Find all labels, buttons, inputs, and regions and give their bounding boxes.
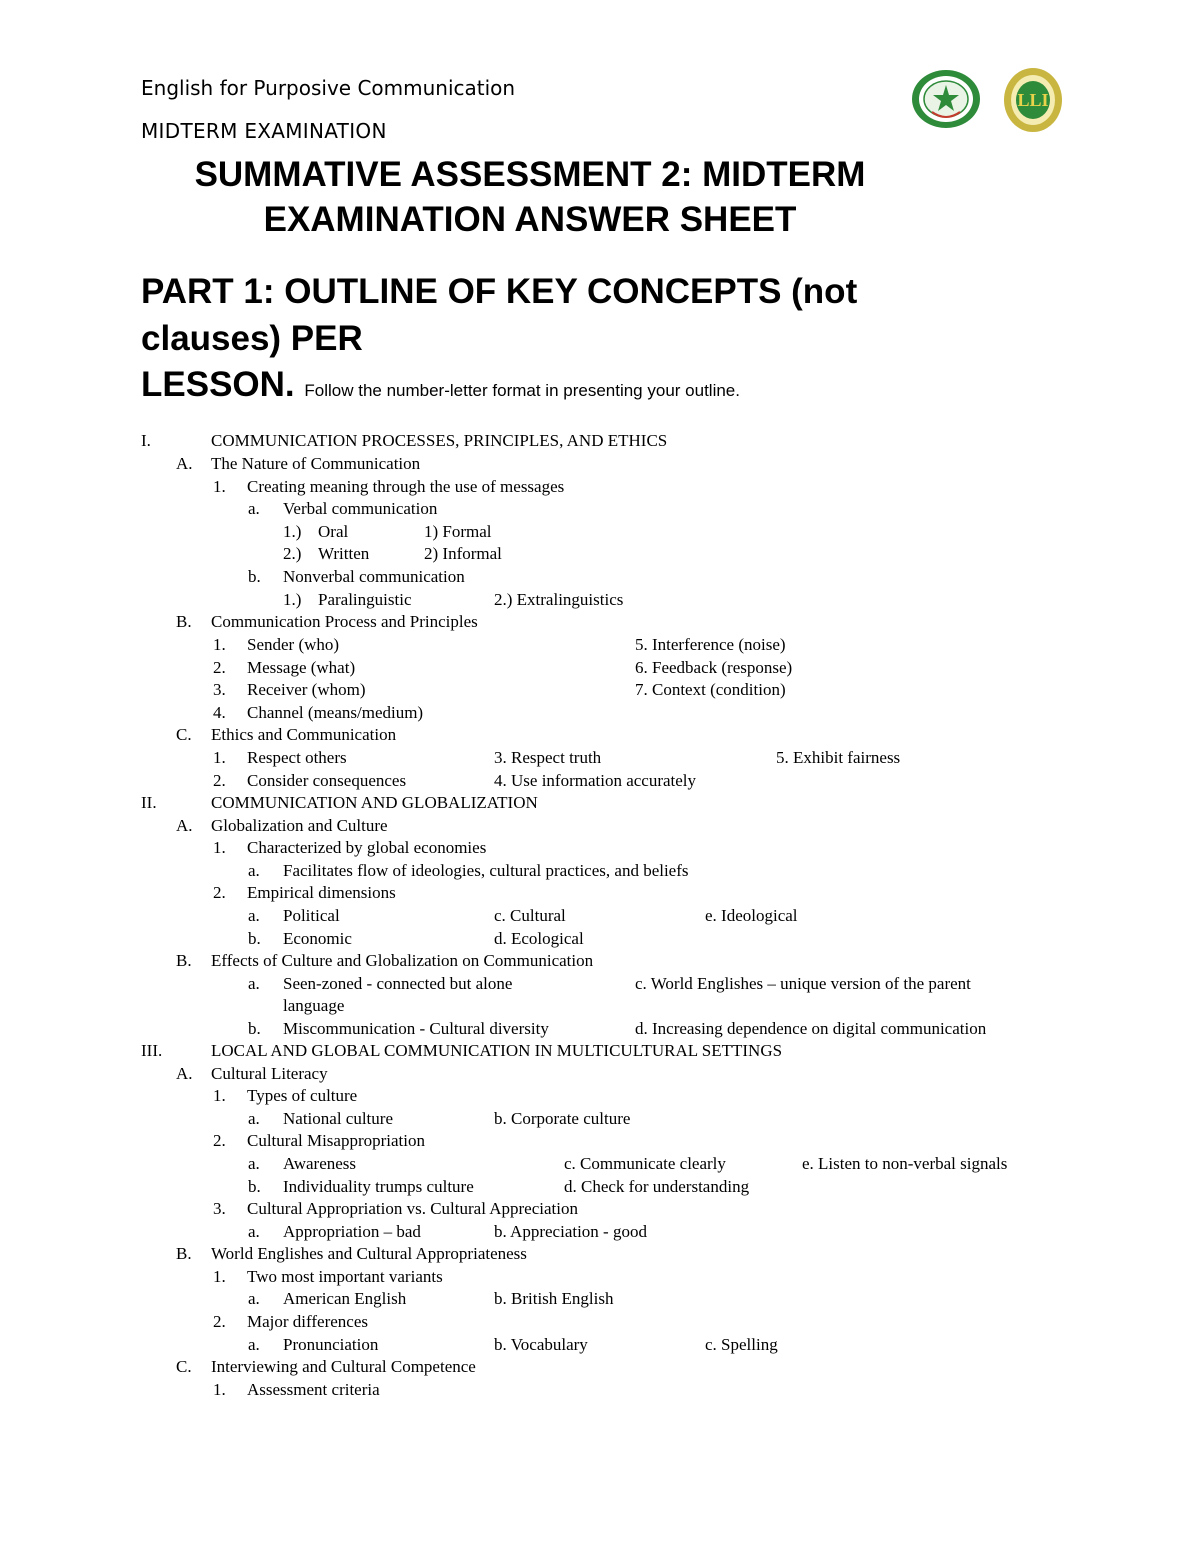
- outline-letter: B.: [176, 612, 192, 631]
- outline-item: Political: [283, 906, 340, 925]
- outline-item: d. Increasing dependence on digital communication: [635, 1019, 987, 1038]
- outline-item: Miscommunication - Cultural diversity: [283, 1019, 549, 1038]
- outline-number: a.: [248, 1335, 260, 1354]
- outline-number: 1.: [213, 635, 226, 654]
- outline-item: Verbal communication: [283, 499, 438, 518]
- outline-item: b. British English: [494, 1289, 614, 1308]
- outline-item: Major differences: [247, 1312, 368, 1331]
- department-seal-logo: [1002, 66, 1064, 134]
- assessment-title-line-2: EXAMINATION ANSWER SHEET: [263, 200, 797, 239]
- outline-number: 1.: [213, 1086, 226, 1105]
- outline-number: 1.: [213, 838, 226, 857]
- outline-letter: A.: [176, 816, 193, 835]
- outline-number: 1.): [283, 522, 302, 541]
- outline-number: 2.: [213, 658, 226, 677]
- outline-item: d. Check for understanding: [564, 1177, 750, 1196]
- outline-item: c. World Englishes – unique version of the parent: [635, 974, 971, 993]
- outline-item: Economic: [283, 929, 352, 948]
- outline-item: b. Corporate culture: [494, 1109, 631, 1128]
- outline-subheading: Cultural Literacy: [211, 1064, 328, 1083]
- outline-item: 6. Feedback (response): [635, 658, 793, 677]
- outline-item: c. Cultural: [494, 906, 566, 925]
- outline-number: 1.: [213, 748, 226, 767]
- outline-item: Types of culture: [247, 1086, 358, 1105]
- outline-item: American English: [283, 1289, 407, 1308]
- outline-number: a.: [248, 906, 260, 925]
- outline-subheading: Ethics and Communication: [211, 725, 397, 744]
- outline-number: a.: [248, 861, 260, 880]
- outline-item: b. Appreciation - good: [494, 1222, 647, 1241]
- outline-item: Assessment criteria: [247, 1380, 380, 1399]
- outline-letter: B.: [176, 1244, 192, 1263]
- section-title: COMMUNICATION AND GLOBALIZATION: [211, 793, 538, 812]
- outline-item: Appropriation – bad: [283, 1222, 421, 1241]
- outline-item: e. Ideological: [705, 906, 798, 925]
- outline-subheading: Globalization and Culture: [211, 816, 388, 835]
- outline-item: Cultural Appropriation vs. Cultural Appreciation: [247, 1199, 578, 1218]
- outline-subheading: World Englishes and Cultural Appropriateness: [211, 1244, 527, 1263]
- assessment-title-line-1: SUMMATIVE ASSESSMENT 2: MIDTERM: [194, 155, 866, 194]
- outline-number: 2.: [213, 883, 226, 902]
- outline-item: 1) Formal: [424, 522, 492, 541]
- outline-item: Facilitates flow of ideologies, cultural practices, and beliefs: [283, 861, 689, 880]
- outline-item: Seen-zoned - connected but alone: [283, 974, 513, 993]
- part-heading-line-1: PART 1: OUTLINE OF KEY CONCEPTS (not: [141, 272, 858, 311]
- outline-item-continued: language: [283, 996, 345, 1015]
- outline-item: d. Ecological: [494, 929, 584, 948]
- outline-number: b.: [248, 1019, 261, 1038]
- outline-item: National culture: [283, 1109, 393, 1128]
- outline-letter: A.: [176, 1064, 193, 1083]
- outline-item: c. Communicate clearly: [564, 1154, 726, 1173]
- outline-subheading: Interviewing and Cultural Competence: [211, 1357, 476, 1376]
- outline-item: Respect others: [247, 748, 347, 767]
- outline-subheading: Communication Process and Principles: [211, 612, 478, 631]
- section-title: COMMUNICATION PROCESSES, PRINCIPLES, AND ETHICS: [211, 431, 668, 450]
- outline-item: 4. Use information accurately: [494, 771, 697, 790]
- outline-item: Consider consequences: [247, 771, 407, 790]
- outline-number: b.: [248, 567, 261, 586]
- section-number: II.: [141, 793, 157, 812]
- section-title: LOCAL AND GLOBAL COMMUNICATION IN MULTICULTURAL SETTINGS: [211, 1041, 783, 1060]
- outline-item: Written: [318, 544, 370, 563]
- outline-letter: C.: [176, 1357, 192, 1376]
- outline-item: 5. Exhibit fairness: [776, 748, 901, 767]
- outline-letter: C.: [176, 725, 192, 744]
- outline-number: a.: [248, 1154, 260, 1173]
- outline-subheading: Effects of Culture and Globalization on Communication: [211, 951, 594, 970]
- outline-item: Oral: [318, 522, 349, 541]
- outline-item: Two most important variants: [247, 1267, 443, 1286]
- outline-item: b. Vocabulary: [494, 1335, 588, 1354]
- outline-number: 2.: [213, 771, 226, 790]
- outline-number: a.: [248, 1109, 260, 1128]
- outline-letter: B.: [176, 951, 192, 970]
- outline-number: 2.): [283, 544, 302, 563]
- section-number: III.: [141, 1041, 163, 1060]
- outline-item: e. Listen to non-verbal signals: [802, 1154, 1008, 1173]
- outline-item: Receiver (whom): [247, 680, 366, 699]
- outline-item: Nonverbal communication: [283, 567, 465, 586]
- outline-item: 2) Informal: [424, 544, 502, 563]
- part-instruction: Follow the number-letter format in presenting your outline.: [304, 381, 740, 400]
- outline-item: 3. Respect truth: [494, 748, 602, 767]
- outline-number: 1.: [213, 1380, 226, 1399]
- part-heading-line-3: [141, 363, 1101, 413]
- outline-number: 2.: [213, 1312, 226, 1331]
- outline-number: 4.: [213, 703, 226, 722]
- outline-item: Pronunciation: [283, 1335, 379, 1354]
- section-number: I.: [141, 431, 151, 450]
- outline-item: 7. Context (condition): [635, 680, 786, 699]
- outline-item: 5. Interference (noise): [635, 635, 786, 654]
- outline-number: 3.: [213, 1199, 226, 1218]
- outline-item: Creating meaning through the use of messages: [247, 477, 565, 496]
- outline-item: Channel (means/medium): [247, 703, 424, 722]
- outline-item: Individuality trumps culture: [283, 1177, 474, 1196]
- outline-item: c. Spelling: [705, 1335, 778, 1354]
- outline-item: Sender (who): [247, 635, 340, 654]
- outline-number: a.: [248, 499, 260, 518]
- outline-item: Empirical dimensions: [247, 883, 396, 902]
- outline-item: 2.) Extralinguistics: [494, 590, 624, 609]
- exam-label: MIDTERM EXAMINATION: [141, 119, 387, 143]
- outline-item: Cultural Misappropriation: [247, 1131, 426, 1150]
- outline-item: Paralinguistic: [318, 590, 412, 609]
- outline-number: a.: [248, 974, 260, 993]
- outline-number: 3.: [213, 680, 226, 699]
- outline-item: Message (what): [247, 658, 356, 677]
- outline-number: b.: [248, 1177, 261, 1196]
- school-seal-logo: [910, 68, 982, 130]
- outline-item: Awareness: [283, 1154, 357, 1173]
- course-name: English for Purposive Communication: [141, 76, 516, 100]
- outline-number: a.: [248, 1222, 260, 1241]
- outline-number: b.: [248, 929, 261, 948]
- part-heading-line-2: clauses) PER: [141, 319, 363, 358]
- outline-number: a.: [248, 1289, 260, 1308]
- outline-number: 2.: [213, 1131, 226, 1150]
- outline-subheading: The Nature of Communication: [211, 454, 421, 473]
- outline-letter: A.: [176, 454, 193, 473]
- outline-number: 1.: [213, 1267, 226, 1286]
- outline-number: 1.: [213, 477, 226, 496]
- seal-initials: LLI: [1017, 90, 1049, 110]
- outline-number: 1.): [283, 590, 302, 609]
- outline-item: Characterized by global economies: [247, 838, 487, 857]
- part-heading-lesson: LESSON.: [141, 365, 295, 404]
